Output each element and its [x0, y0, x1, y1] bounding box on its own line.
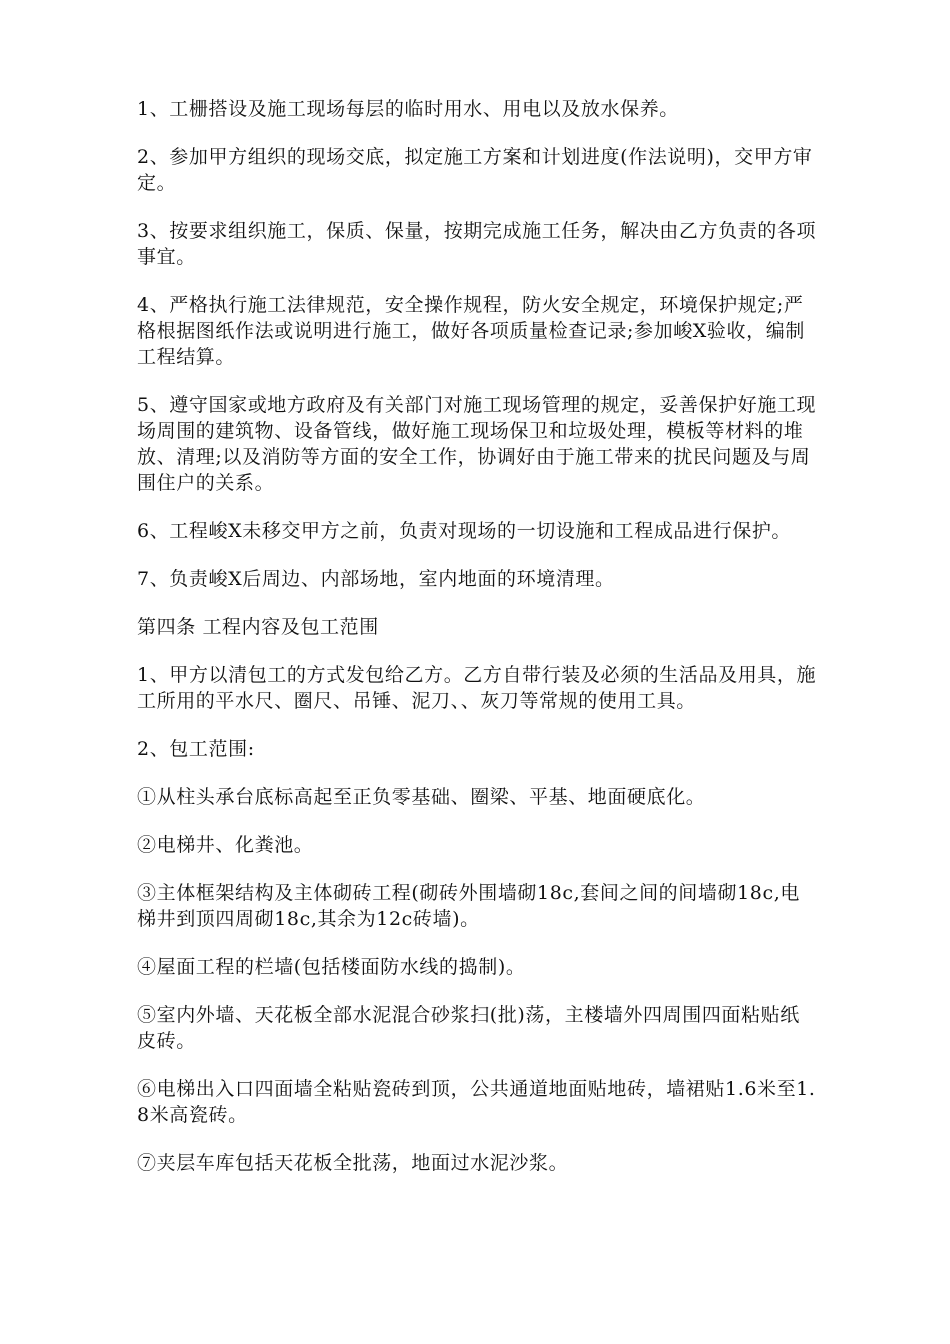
paragraph-responsibility-1: 1、工栅搭设及施工现场每层的临时用水、用电以及放水保养。 — [137, 98, 679, 120]
scope-item-4: ④屋面工程的栏墙(包括楼面防水线的捣制)。 — [137, 956, 526, 978]
paragraph-scope-1: 1、甲方以清包工的方式发包给乙方。乙方自带行装及必须的生活品及用具，施工所用的平水尺、圈尺、吊锤、泥刀、、灰刀等常规的使用工具。 — [137, 664, 817, 712]
section-heading-article-4: 第四条 工程内容及包工范围 — [137, 616, 379, 638]
paragraph-scope-2: 2、包工范围: — [137, 738, 255, 760]
paragraph-responsibility-5: 5、遵守国家或地方政府及有关部门对施工现场管理的规定，妥善保护好施工现场周围的建筑物、设备管线，做好施工现场保卫和垃圾处理，模板等材料的堆放、清理;以及消防等方面的安全工作，协调好由于施工带来的扰民问题及与周围住户的关系。 — [137, 394, 817, 494]
paragraph-responsibility-6: 6、工程峻X未移交甲方之前，负责对现场的一切设施和工程成品进行保护。 — [137, 520, 792, 542]
paragraph-responsibility-2: 2、参加甲方组织的现场交底，拟定施工方案和计划进度(作法说明)，交甲方审定。 — [137, 146, 813, 194]
paragraph-responsibility-3: 3、按要求组织施工，保质、保量，按期完成施工任务，解决由乙方负责的各项事宜。 — [137, 220, 817, 268]
scope-item-1: ①从柱头承台底标高起至正负零基础、圈梁、平基、地面硬底化。 — [137, 786, 706, 808]
scope-item-2: ②电梯井、化粪池。 — [137, 834, 314, 856]
paragraph-responsibility-7: 7、负责峻X后周边、内部场地，室内地面的环境清理。 — [137, 568, 615, 590]
paragraph-responsibility-4: 4、严格执行施工法律规范，安全操作规程，防火安全规定，环境保护规定;严格根据图纸作法或说明进行施工，做好各项质量检查记录;参加峻X验收，编制工程结算。 — [137, 294, 805, 368]
document-body — [137, 96, 817, 1198]
scope-item-3: ③主体框架结构及主体砌砖工程(砌砖外围墙砌18c,套间之间的间墙砌18c,电梯井到顶四周砌18c,其余为12c砖墙)。 — [137, 882, 800, 930]
scope-item-6: ⑥电梯出入口四面墙全粘贴瓷砖到顶，公共通道地面贴地砖，墙裙贴1.6米至1.8米高瓷砖。 — [137, 1078, 816, 1126]
scope-item-5: ⑤室内外墙、天花板全部水泥混合砂浆扫(批)荡，主楼墙外四周围四面粘贴纸皮砖。 — [137, 1004, 800, 1052]
scope-item-7: ⑦夹层车库包括天花板全批荡，地面过水泥沙浆。 — [137, 1152, 569, 1174]
